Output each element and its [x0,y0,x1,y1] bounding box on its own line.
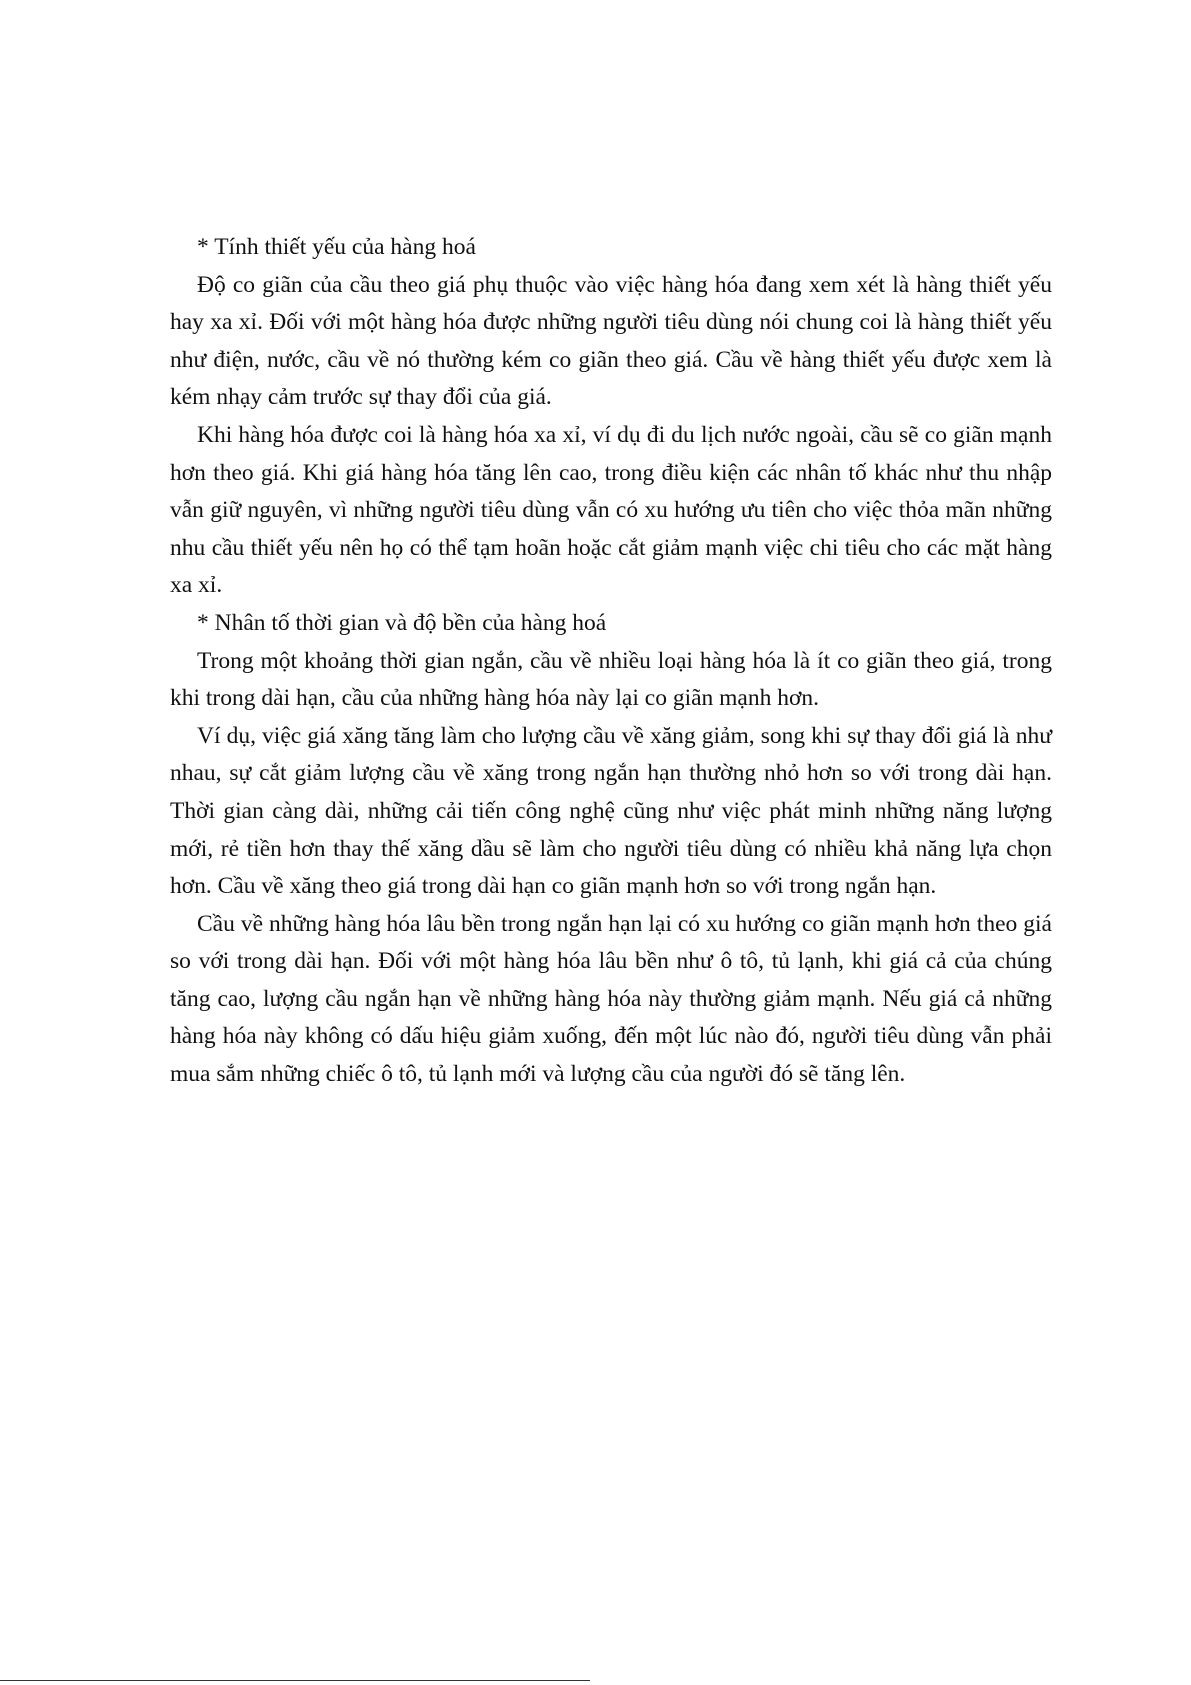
footnote-divider [0,1680,590,1681]
document-body [170,229,1052,1094]
paragraph-durable-goods: Cầu về những hàng hóa lâu bền trong ngắn hạn lại có xu hướng co giãn mạnh hơn theo giá so với trong dài hạn. Đối với một hàng hóa lâu bền như ô tô, tủ lạnh, khi giá cả của chúng tăng cao, lượng cầu ngắn hạn về những hàng hóa này thường giảm mạnh. Nếu giá cả những hàng hóa này không có dấu hiệu giảm xuống, đến một lúc nào đó, người tiêu dùng vẫn phải mua sắm những chiếc ô tô, tủ lạnh mới và lượng cầu của người đó sẽ tăng lên. [170,910,1052,1088]
paragraph-luxury-goods: Khi hàng hóa được coi là hàng hóa xa xỉ, ví dụ đi du lịch nước ngoài, cầu sẽ co giãn mạnh hơn theo giá. Khi giá hàng hóa tăng lên cao, trong điều kiện các nhân tố khác như thu nhập vẫn giữ nguyên, vì những người tiêu dùng vẫn có xu hướng ưu tiên cho việc thỏa mãn những nhu cầu thiết yếu nên họ có thể tạm hoãn hoặc cắt giảm mạnh việc chi tiêu cho các mặt hàng xa xỉ. [170,421,1052,599]
section-heading-time-durability: * Nhân tố thời gian và độ bền của hàng hoá [197,609,607,636]
section-heading-essentiality: * Tính thiết yếu của hàng hoá [197,234,476,260]
paragraph-essential-goods: Độ co giãn của cầu theo giá phụ thuộc vào việc hàng hóa đang xem xét là hàng thiết yếu hay xa xỉ. Đối với một hàng hóa được những người tiêu dùng nói chung coi là hàng thiết yếu như điện, nước, cầu về nó thường kém co giãn theo giá. Cầu về hàng thiết yếu được xem là kém nhạy cảm trước sự thay đổi của giá. [170,271,1052,411]
paragraph-short-long-run: Trong một khoảng thời gian ngắn, cầu về nhiều loại hàng hóa là ít co giãn theo giá, trong khi trong dài hạn, cầu của những hàng hóa này lại co giãn mạnh hơn. [170,647,1052,712]
paragraph-gasoline-example: Ví dụ, việc giá xăng tăng làm cho lượng cầu về xăng giảm, song khi sự thay đổi giá là như nhau, sự cắt giảm lượng cầu về xăng trong ngắn hạn thường nhỏ hơn so với trong dài hạn. Thời gian càng dài, những cải tiến công nghệ cũng như việc phát minh những năng lượng mới, rẻ tiền hơn thay thế xăng dầu sẽ làm cho người tiêu dùng có nhiều khả năng lựa chọn hơn. Cầu về xăng theo giá trong dài hạn co giãn mạnh hơn so với trong ngắn hạn. [170,722,1052,900]
